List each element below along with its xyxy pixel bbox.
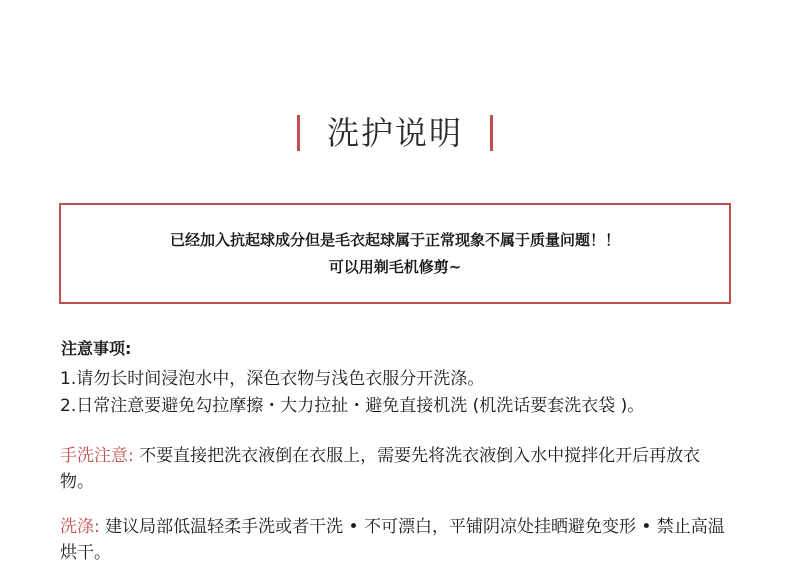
notice-box	[59, 203, 731, 304]
notes-item-1: 1.请勿长时间浸泡水中，深色衣物与浅色衣服分开洗涤。	[60, 369, 485, 389]
hand-wash-text: 不要直接把洗衣液倒在衣服上，需要先将洗衣液倒入水中搅拌化开后再放衣物。	[60, 446, 701, 492]
notes-heading: 注意事项:	[61, 339, 132, 358]
washing-label: 洗涤:	[60, 517, 100, 537]
washing-text: 建议局部低温轻柔手洗或者干洗 • 不可漂白，平铺阴凉处挂晒避免变形 • 禁止高温烘干。	[60, 517, 725, 563]
hand-wash-label: 手洗注意:	[60, 446, 134, 466]
page-title: 洗护说明	[326, 114, 463, 152]
title-left-bar	[297, 115, 300, 151]
notice-line-1: 已经加入抗起球成分但是毛衣起球属于正常现象不属于质量问题！！	[169, 230, 620, 249]
title-right-bar	[490, 115, 493, 151]
page-title-row	[0, 108, 790, 158]
notice-line-2: 可以用剃毛机修剪~	[328, 257, 462, 276]
notes-item-2: 2.日常注意要避免勾拉摩擦・大力拉扯・避免直接机洗 (机洗话要套洗衣袋 )。	[60, 396, 645, 416]
washing-paragraph	[60, 514, 730, 566]
hand-wash-paragraph	[60, 443, 730, 495]
